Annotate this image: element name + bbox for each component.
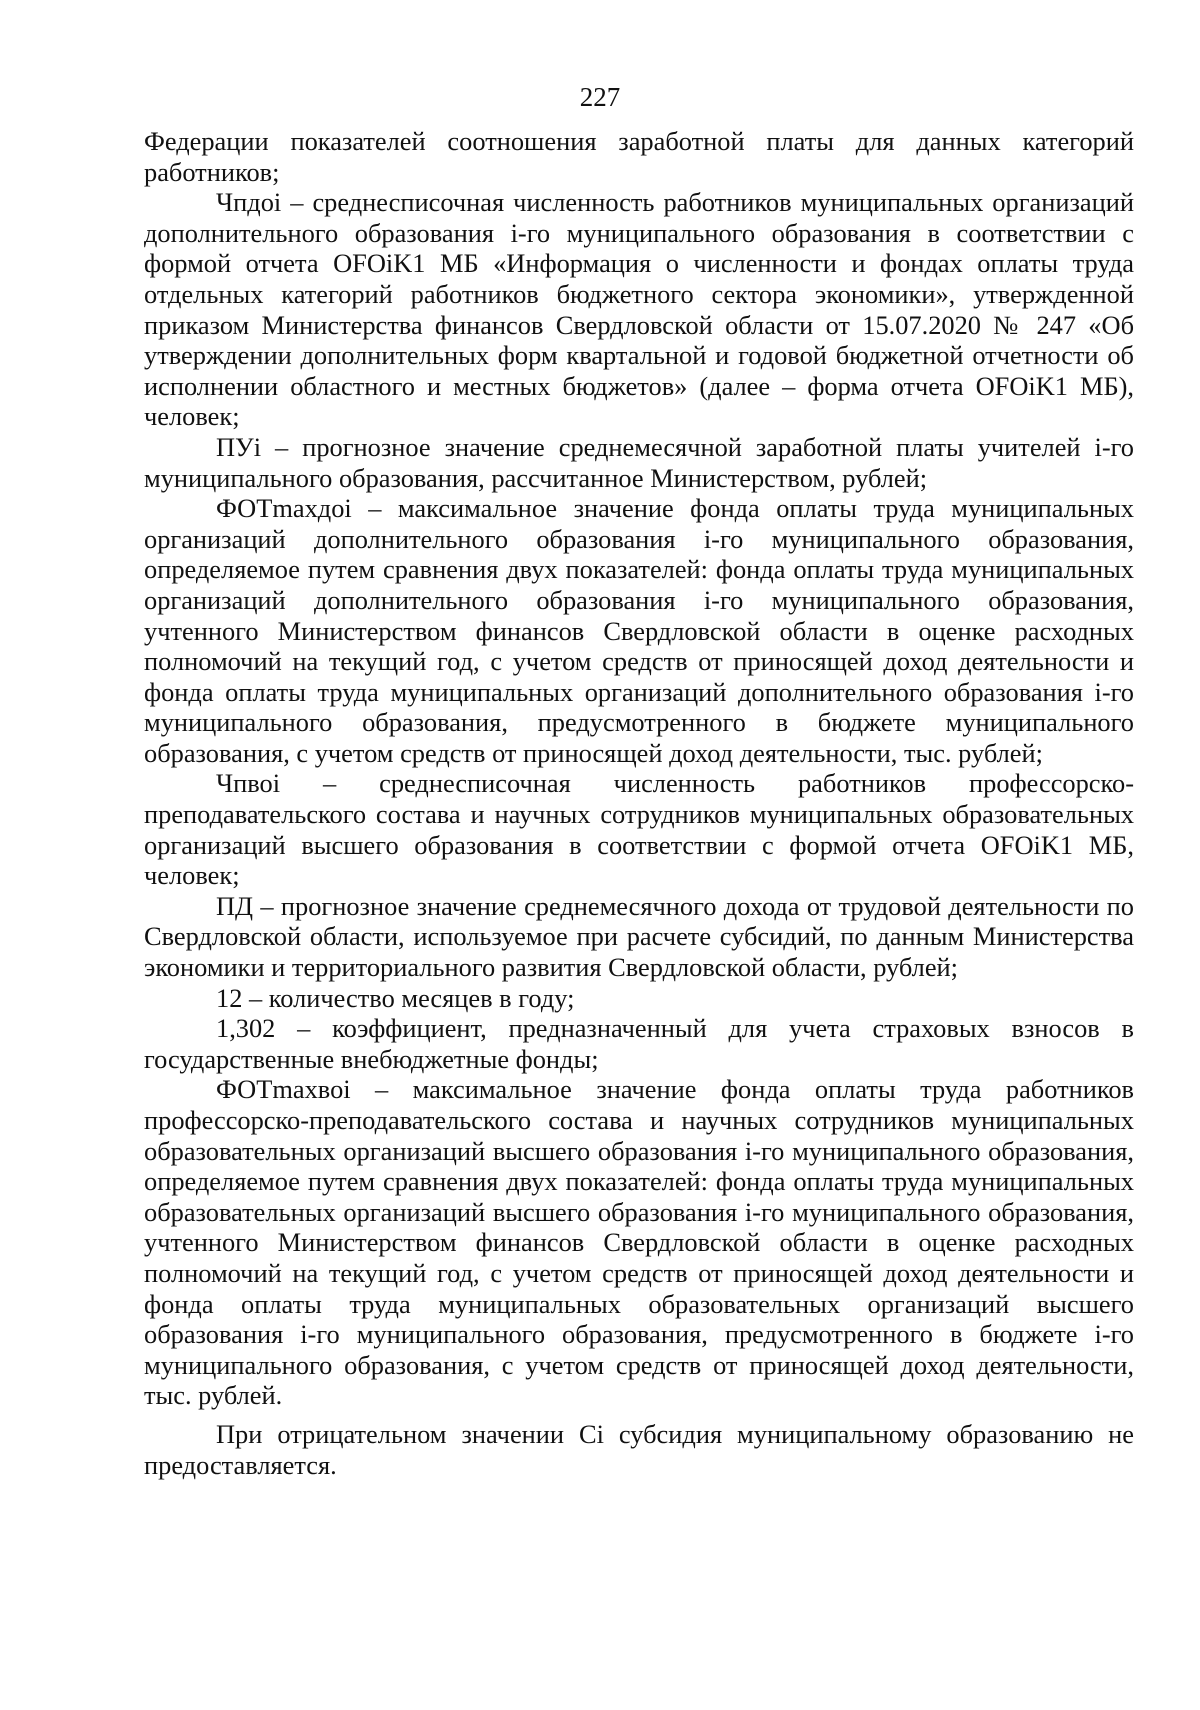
paragraph-fot-maxvo-definition: ФОТmaxвоi – максимальное значение фонда оплаты труда работников профессорско-преподавательского состава и научных сотрудников муниципальных образовательных организаций высшего образования i-го муниципального образования, определяемое путем сравнения двух показателей: фонда оплаты труда муниципальных образовательных организаций высшего образования i-го муниципального образования, учтенного Министерством финансов Свердловской области в оценке расходных полномочий на текущий год, с учетом средств от приносящей доход деятельности и фонда оплаты труда муниципальных образовательных организаций высшего образования i-го муниципального образования, предусмотренного в бюджете i-го муниципального образования, с учетом средств от приносящей доход деятельности, тыс. рублей. — [144, 1074, 1134, 1411]
paragraph-chpdo-definition: Чпдоi – среднесписочная численность работников муниципальных организаций дополнительного образования i-го муниципального образования в соответствии с формой отчета OFOiK1 МБ «Информация о численности и фондах оплаты труда отдельных категорий работников бюджетного сектора экономики», утвержденной приказом Министерства финансов Свердловской области от 15.07.2020 № 247 «Об утверждении дополнительных форм квартальной и годовой бюджетной отчетности об исполнении областного и местных бюджетов» (далее – форма отчета OFOiK1 МБ), человек; — [144, 187, 1134, 432]
paragraph-months-definition: 12 – количество месяцев в году; — [216, 982, 575, 1013]
paragraph-continuation: Федерации показателей соотношения заработной платы для данных категорий работников; — [144, 126, 1134, 187]
paragraph-pu-definition: ПУi – прогнозное значение среднемесячной заработной платы учителей i-го муниципального образования, рассчитанное Министерством, рублей; — [144, 431, 1134, 493]
paragraph-negative-value-note: При отрицательном значении Сi субсидия муниципальному образованию не предоставляется. — [144, 1418, 1134, 1480]
document-body — [144, 126, 1134, 1480]
paragraph-pd-definition: ПД – прогнозное значение среднемесячного дохода от трудовой деятельности по Свердловской области, используемое при расчете субсидий, по данным Министерства экономики и территориального развития Свердловской области, рублей; — [144, 890, 1134, 983]
paragraph-chpvo-definition: Чпвоi – среднесписочная численность работников профессорско-преподавательского состава и научных сотрудников муниципальных образовательных организаций высшего образования в соответствии с формой отчета OFOiK1 МБ, человек; — [144, 768, 1134, 891]
paragraph-fot-maxdo-definition: ФОТmaxдoi – максимальное значение фонда оплаты труда муниципальных организаций дополнительного образования i-го муниципального образования, определяемое путем сравнения двух показателей: фонда оплаты труда муниципальных организаций дополнительного образования i-го муниципального образования, учтенного Министерством финансов Свердловской области в оценке расходных полномочий на текущий год, с учетом средств от приносящей доход деятельности и фонда оплаты труда муниципальных организаций дополнительного образования i-го муниципального образования, предусмотренного в бюджете муниципального образования, с учетом средств от приносящей доход деятельности, тыс. рублей; — [144, 493, 1134, 768]
page-number: 227 — [579, 82, 621, 112]
paragraph-coefficient-definition: 1,302 – коэффициент, предназначенный для учета страховых взносов в государственные внебюджетные фонды; — [144, 1013, 1134, 1074]
